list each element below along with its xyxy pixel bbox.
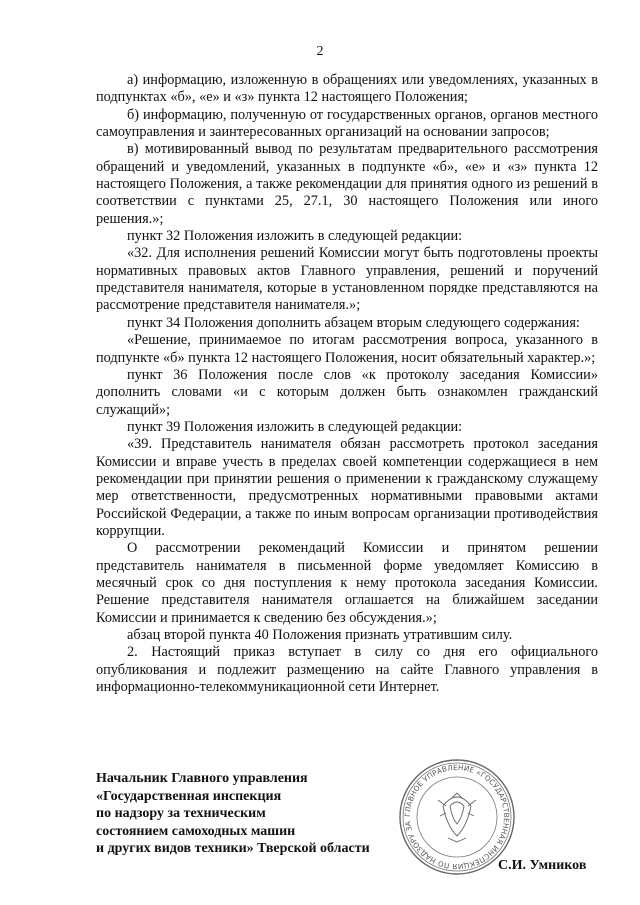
- signer-title-line: [96, 840, 406, 858]
- paragraph: 2. Настоящий приказ вступает в силу со дня его официального опубликования и подлежит размещению на сайте Главного управления в информационно-телекоммуникационной сети Интернет.: [96, 644, 598, 696]
- coat-of-arms-icon: [438, 793, 476, 842]
- signer-title-part: и других видов техники»: [96, 841, 254, 857]
- paragraph: б) информацию, полученную от государственных органов, органов местного самоуправления и заинтересованных организаций на основании запросов;: [96, 106, 598, 141]
- page-number: 2: [316, 44, 324, 59]
- signer-name: С.И. Умников: [498, 858, 587, 873]
- document-body: [96, 72, 598, 696]
- paragraph: пункт 36 Положения после слов «к протоколу заседания Комиссии» дополнить словами «и с которым должен быть ознакомлен гражданский служащий»;: [96, 366, 598, 418]
- paragraph: пункт 34 Положения дополнить абзацем вторым следующего содержания:: [127, 314, 580, 331]
- signer-title-line: «Государственная инспекция: [96, 788, 282, 804]
- paragraph: абзац второй пункта 40 Положения признать утратившим силу.: [127, 627, 513, 643]
- signer-title-line: Начальник Главного управления: [96, 771, 308, 786]
- signature-block: [96, 770, 406, 858]
- signer-title-line: по надзору за техническим: [96, 806, 266, 822]
- svg-text:ГЛАВНОЕ УПРАВЛЕНИЕ «ГОСУДАРСТВ: [398, 758, 511, 871]
- seal-text: ГЛАВНОЕ УПРАВЛЕНИЕ «ГОСУДАРСТВЕННАЯ ИНСПЕКЦИЯ ПО НАДЗОРУ ЗА: [402, 762, 512, 872]
- paragraph: пункт 39 Положения изложить в следующей редакции:: [127, 418, 463, 435]
- signer-title-line: состоянием самоходных машин: [96, 823, 296, 839]
- paragraph: в) мотивированный вывод по результатам предварительного рассмотрения обращений и уведомлений, указанных в подпункте «б», «е» и «з» пункта 12 настоящего Положения, а также рекомендации для принятия одного из решений в соответствии с пунктами 25, 27.1, 30 настоящего Положения или иного решения.»;: [96, 141, 598, 227]
- signer-title-part: Тверской области: [253, 841, 370, 857]
- paragraph: О рассмотрении рекомендаций Комиссии и принятом решении представитель нанимателя в письменной форме уведомляет Комиссию в месячный срок со дня поступления к нему протокола заседания Комиссии. Решение представителя нанимателя оглашается на ближайшем заседании Комиссии и принимается к сведению без обсуждения.»;: [96, 540, 598, 626]
- paragraph: пункт 32 Положения изложить в следующей редакции:: [127, 228, 463, 245]
- paragraph: «39. Представитель нанимателя обязан рассмотреть протокол заседания Комиссии и вправе учесть в пределах своей компетенции содержащиеся в нем рекомендации при принятии решения о применении к гражданскому служащему мер ответственности, предусмотренных нормативными правовыми актами Российской Федерации, а также по иным вопросам организации противодействия коррупции.: [96, 436, 598, 539]
- paragraph: «Решение, принимаемое по итогам рассмотрения вопроса, указанного в подпункте «б» пункта 12 настоящего Положения, носит обязательный характер.»;: [96, 332, 598, 366]
- paragraph: «32. Для исполнения решений Комиссии могут быть подготовлены проекты нормативных правовых актов Главного управления, решений и поручений представителя нанимателя, которые в установленном порядке представляются на рассмотрение представителя нанимателя.»;: [96, 245, 598, 314]
- paragraph: а) информацию, изложенную в обращениях или уведомлениях, указанных в подпунктах «б», «е» и «з» пункта 12 настоящего Положения;: [96, 72, 598, 106]
